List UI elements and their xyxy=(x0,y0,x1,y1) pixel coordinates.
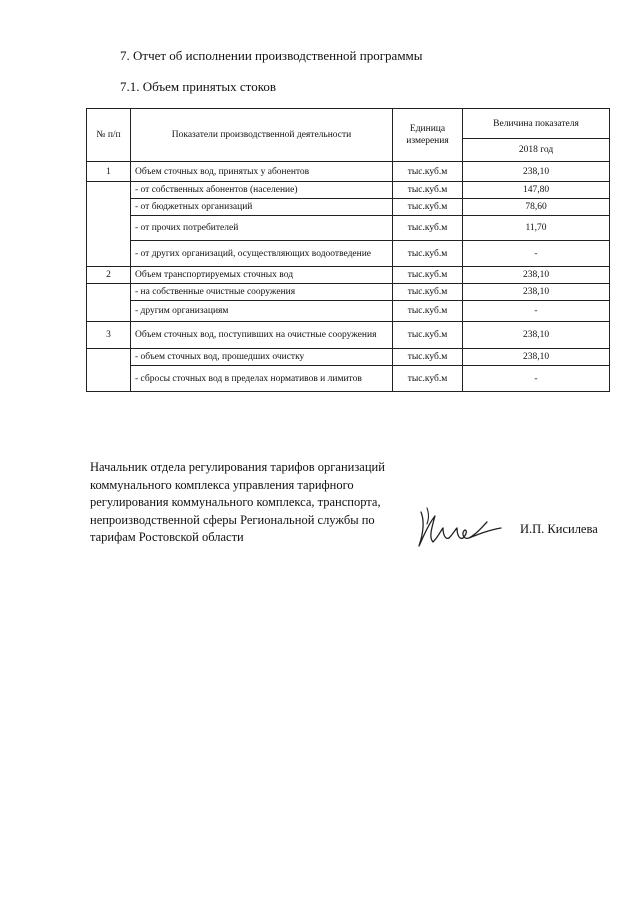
row-indicator: Объем сточных вод, поступивших на очистные сооружения xyxy=(131,322,393,349)
row-num-blank xyxy=(87,182,131,267)
row-unit: тыс.куб.м xyxy=(393,322,463,349)
row-unit: тыс.куб.м xyxy=(393,301,463,322)
row-unit: тыс.куб.м xyxy=(393,349,463,366)
header-indicator: Показатели производственной деятельности xyxy=(131,109,393,162)
row-indicator: - от бюджетных организаций xyxy=(131,199,393,216)
signatory-name: И.П. Кисилева xyxy=(520,522,598,536)
row-indicator: - от прочих потребителей xyxy=(131,216,393,241)
row-value: 238,10 xyxy=(463,267,610,284)
row-indicator: - от собственных абонентов (население) xyxy=(131,182,393,199)
row-value: - xyxy=(463,366,610,392)
row-num: 3 xyxy=(87,322,131,349)
table-row xyxy=(87,162,610,182)
signatory-position: Начальник отдела регулирования тарифов организаций коммунального комплекса управления тарифного регулирования коммунального комплекса, транспорта, непроизводственной сферы Региональной службы по тарифам Ростовской области xyxy=(90,460,385,545)
row-unit: тыс.куб.м xyxy=(393,162,463,182)
row-indicator: - другим организациям xyxy=(131,301,393,322)
table-row xyxy=(87,267,610,284)
table-row xyxy=(87,182,610,199)
row-num: 1 xyxy=(87,162,131,182)
row-num-blank xyxy=(87,284,131,322)
row-value: 238,10 xyxy=(463,349,610,366)
header-num: № п/п xyxy=(87,109,131,162)
header-value-group: Величина показателя xyxy=(463,109,610,139)
row-indicator: - сбросы сточных вод в пределах нормативов и лимитов xyxy=(131,366,393,392)
row-unit: тыс.куб.м xyxy=(393,216,463,241)
table-row xyxy=(87,349,610,366)
table-row xyxy=(87,241,610,267)
table-row xyxy=(87,366,610,392)
report-table xyxy=(86,108,610,392)
row-indicator: Объем транспортируемых сточных вод xyxy=(131,267,393,284)
row-num-blank xyxy=(87,349,131,392)
row-indicator: Объем сточных вод, принятых у абонентов xyxy=(131,162,393,182)
row-value: 238,10 xyxy=(463,322,610,349)
section-heading: 7. Отчет об исполнении производственной программы xyxy=(120,48,423,63)
row-indicator: - от других организаций, осуществляющих водоотведение xyxy=(131,241,393,267)
table-row xyxy=(87,301,610,322)
row-value: 238,10 xyxy=(463,284,610,301)
row-unit: тыс.куб.м xyxy=(393,284,463,301)
table-row xyxy=(87,199,610,216)
row-num: 2 xyxy=(87,267,131,284)
row-unit: тыс.куб.м xyxy=(393,366,463,392)
row-value: - xyxy=(463,301,610,322)
row-value: 78,60 xyxy=(463,199,610,216)
handwritten-signature xyxy=(405,500,505,552)
row-value: 238,10 xyxy=(463,162,610,182)
row-value: 147,80 xyxy=(463,182,610,199)
row-unit: тыс.куб.м xyxy=(393,241,463,267)
row-unit: тыс.куб.м xyxy=(393,267,463,284)
table-row xyxy=(87,284,610,301)
row-value: - xyxy=(463,241,610,267)
table-row xyxy=(87,216,610,241)
row-indicator: - на собственные очистные сооружения xyxy=(131,284,393,301)
row-unit: тыс.куб.м xyxy=(393,182,463,199)
row-value: 11,70 xyxy=(463,216,610,241)
row-indicator: - объем сточных вод, прошедших очистку xyxy=(131,349,393,366)
row-unit: тыс.куб.м xyxy=(393,199,463,216)
table-row xyxy=(87,322,610,349)
header-year: 2018 год xyxy=(463,139,610,162)
subsection-heading: 7.1. Объем принятых стоков xyxy=(120,79,276,94)
header-unit: Единица измерения xyxy=(393,109,463,162)
